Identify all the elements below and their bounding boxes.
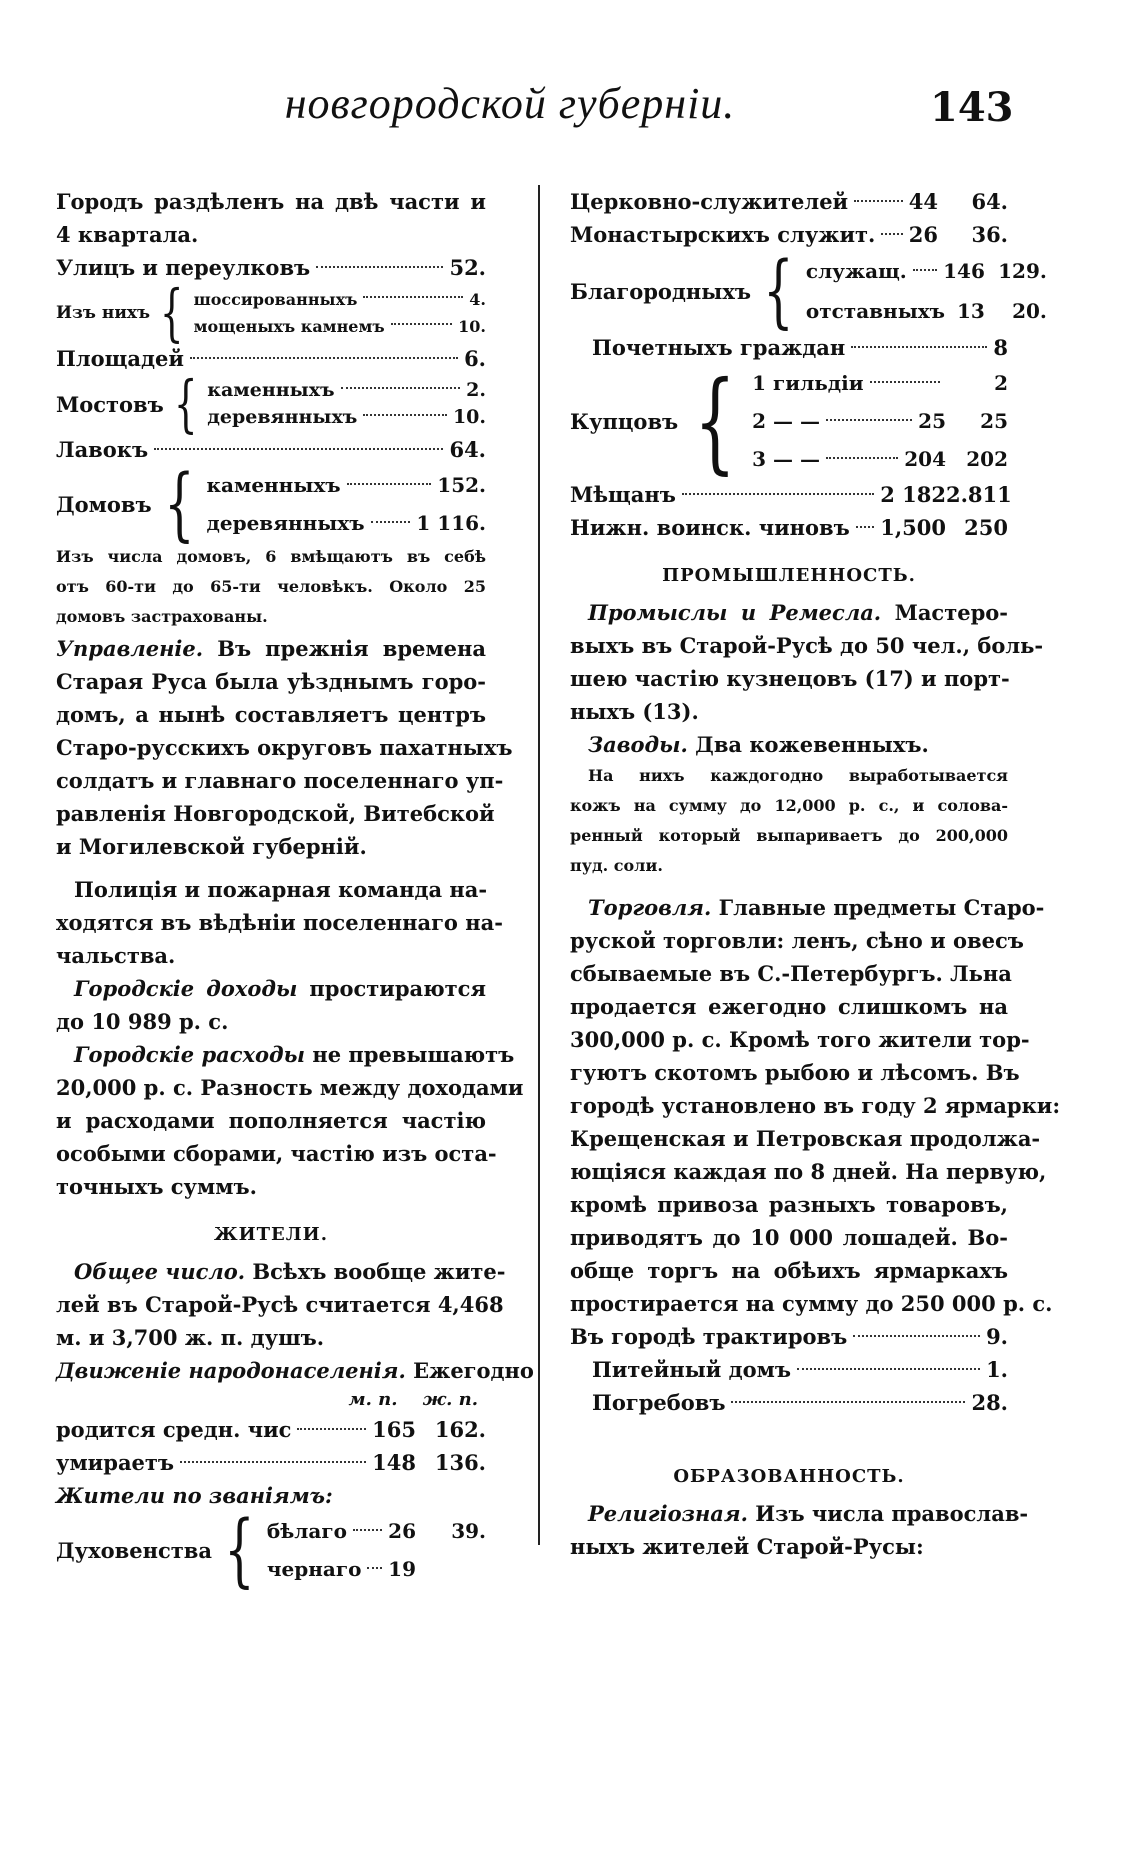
stat-label: бѣлаго bbox=[266, 1519, 347, 1543]
stat-label: Монастырскихъ служит. bbox=[570, 222, 876, 247]
note-line: отъ 60-ти до 65-ти человѣкъ. Около 25 bbox=[56, 577, 486, 596]
text-line: 4 квартала. bbox=[56, 222, 199, 247]
paragraph-religion bbox=[570, 1497, 1029, 1530]
stat-row-died bbox=[56, 1446, 486, 1479]
stat-value-female: 20. bbox=[1012, 299, 1047, 323]
group-label: Изъ нихъ bbox=[56, 303, 151, 323]
stat-row-church bbox=[570, 185, 1008, 218]
group-label: Благородныхъ bbox=[570, 278, 751, 304]
stat-row bbox=[207, 466, 486, 504]
text-line: равленія Новгородской, Витебской bbox=[56, 801, 495, 826]
paragraph-total bbox=[56, 1255, 506, 1288]
stat-value-male: 146 bbox=[943, 259, 985, 283]
text-line: ющіяся каждая по 8 дней. На первую, bbox=[570, 1159, 1047, 1184]
stat-label: 2 — — bbox=[752, 409, 820, 433]
stat-label: каменныхъ bbox=[206, 473, 341, 497]
stat-group-bridges: Мостовъ { каменныхъ 2. деревянныхъ 10. bbox=[56, 367, 486, 440]
stat-value: 152. bbox=[437, 473, 486, 497]
text-line: Крещенская и Петровская продолжа- bbox=[570, 1126, 1041, 1151]
stat-value: 8 bbox=[993, 335, 1008, 360]
stat-group-nobles: Благородныхъ { служащ. 146 129. отставныхъ 13 20. bbox=[570, 244, 1047, 337]
stat-value-female: 136. bbox=[434, 1450, 486, 1475]
stat-value-male: 165 bbox=[372, 1417, 416, 1442]
stat-value: 2. bbox=[466, 379, 486, 401]
stat-value-female: 64. bbox=[971, 189, 1008, 214]
page-title: новгородской губерніи. bbox=[284, 79, 736, 128]
stat-value-male: 26 bbox=[388, 1519, 416, 1543]
stat-row bbox=[752, 364, 1008, 402]
stat-group-clergy: Духовенства { бѣлаго 26 39. чернаго 19 bbox=[56, 1503, 486, 1596]
col-head-male: м. п. bbox=[348, 1389, 398, 1410]
stat-label: Церковно-служителей bbox=[570, 189, 849, 214]
stat-row-shops bbox=[56, 433, 486, 466]
text-line: ныхъ жителей Старой-Русы: bbox=[570, 1534, 924, 1559]
paragraph-factories bbox=[570, 728, 1008, 761]
stat-value: 52. bbox=[449, 255, 486, 280]
stat-label: чернаго bbox=[266, 1557, 362, 1581]
stat-row bbox=[207, 504, 486, 542]
note-line: ренный который выпариваетъ до 200,000 bbox=[570, 826, 1008, 845]
text-line: продается ежегодно слишкомъ на bbox=[570, 994, 1008, 1019]
stat-value-female: 250 bbox=[964, 515, 1008, 540]
text-line: Старо-русскихъ округовъ пахатныхъ bbox=[56, 735, 513, 760]
ranks-heading: Жители по званіямъ: bbox=[56, 1483, 333, 1508]
stat-label: служащ. bbox=[805, 259, 907, 283]
stat-label: родится средн. чис bbox=[56, 1417, 292, 1442]
paragraph-crafts bbox=[570, 596, 1008, 629]
stat-row-born bbox=[56, 1413, 486, 1446]
text-line: простирается на сумму до 250 000 р. с. bbox=[570, 1291, 1053, 1316]
term: Промыслы и Ремесла. bbox=[588, 600, 882, 625]
stat-value-female: 36. bbox=[971, 222, 1008, 247]
stat-label: умираетъ bbox=[56, 1450, 175, 1475]
text-line: гуютъ скотомъ рыбою и лѣсомъ. Въ bbox=[570, 1060, 1020, 1085]
section-heading-education: ОБРАЗОВАННОСТЬ. bbox=[673, 1466, 905, 1487]
text-line: до 10 989 р. с. bbox=[56, 1009, 229, 1034]
stat-label: Площадей bbox=[56, 346, 184, 371]
text-line: точныхъ суммъ. bbox=[56, 1174, 257, 1199]
group-label: Купцовъ bbox=[570, 408, 679, 434]
term: Торговля. bbox=[588, 895, 712, 920]
stat-label: Улицъ и переулковъ bbox=[56, 255, 311, 280]
stat-value-male: 44 bbox=[908, 189, 938, 214]
term: Движеніе народонаселенія. bbox=[56, 1358, 406, 1383]
stat-label: Питейный домъ bbox=[592, 1357, 792, 1382]
stat-label: Почетныхъ граждан bbox=[592, 335, 846, 360]
note-line: домовъ застрахованы. bbox=[56, 607, 268, 626]
stat-label: Лавокъ bbox=[56, 437, 149, 462]
stat-value: 64. bbox=[449, 437, 486, 462]
text-line: ныхъ (13). bbox=[570, 699, 699, 724]
note-line: Изъ числа домовъ, 6 вмѣщаютъ въ себѣ bbox=[56, 547, 486, 566]
text: Изъ числа православ- bbox=[747, 1501, 1029, 1526]
stat-value-female: 129. bbox=[998, 259, 1047, 283]
col-head-female: ж. п. bbox=[422, 1389, 478, 1410]
stat-row-squares bbox=[56, 342, 486, 375]
stat-value-male: 204 bbox=[904, 447, 946, 471]
term: Общее число. bbox=[74, 1259, 246, 1284]
stat-label: шоссированныхъ bbox=[193, 290, 358, 309]
term: Городскіе доходы bbox=[74, 976, 298, 1001]
text-line: м. и 3,700 ж. п. душъ. bbox=[56, 1325, 325, 1350]
stat-row-drinkhouse bbox=[570, 1353, 1008, 1386]
stat-label: 1 гильдіи bbox=[752, 371, 864, 395]
note-line: кожъ на сумму до 12,000 р. с., и солова- bbox=[570, 796, 1008, 815]
stat-label: отставныхъ bbox=[805, 299, 946, 323]
stat-value: 1. bbox=[986, 1357, 1008, 1382]
stat-row bbox=[267, 1512, 486, 1550]
paragraph-trade bbox=[570, 891, 1045, 924]
text: Ежегодно bbox=[405, 1358, 534, 1383]
stat-group-streets-of: Изъ нихъ { шоссированныхъ 4. мощеныхъ камнемъ 10. bbox=[56, 276, 486, 349]
stat-row bbox=[194, 286, 486, 313]
text-line: 300,000 р. с. Кромѣ того жители тор- bbox=[570, 1027, 1030, 1052]
term: Управленіе. bbox=[56, 636, 204, 661]
text-line: Полиція и пожарная команда на- bbox=[74, 877, 488, 902]
stat-label: Нижн. воинск. чиновъ bbox=[570, 515, 850, 540]
text-line: лей въ Старой-Русѣ считается 4,468 bbox=[56, 1292, 504, 1317]
stat-row-taverns bbox=[570, 1320, 1008, 1353]
stat-value-female: 2.811 bbox=[946, 482, 1012, 507]
text-line: солдатъ и главнаго поселеннаго уп- bbox=[56, 768, 504, 793]
text: Въ прежнія времена bbox=[203, 636, 486, 661]
stat-value: 28. bbox=[971, 1390, 1008, 1415]
text-line: Городъ раздѣленъ на двѣ части и bbox=[56, 189, 486, 214]
stat-row bbox=[806, 251, 1047, 291]
text-line: руской торговли: ленъ, сѣно и овесъ bbox=[570, 928, 1024, 953]
stat-label: Мѣщанъ bbox=[570, 482, 676, 507]
text: Главные предметы Старо- bbox=[711, 895, 1045, 920]
text-line: ходятся въ вѣдѣніи поселеннаго на- bbox=[56, 910, 503, 935]
text: Всѣхъ вообще жите- bbox=[245, 1259, 506, 1284]
text: Два кожевенныхъ. bbox=[687, 732, 929, 757]
stat-value-male: 26 bbox=[908, 222, 938, 247]
text: не превышаютъ bbox=[305, 1042, 515, 1067]
stat-value-male: 25 bbox=[918, 409, 946, 433]
text-line: домъ, а нынѣ составляетъ центръ bbox=[56, 702, 486, 727]
stat-label: Погребовъ bbox=[592, 1390, 726, 1415]
section-heading-residents: ЖИТЕЛИ. bbox=[214, 1224, 328, 1245]
stat-label: деревянныхъ bbox=[207, 406, 358, 428]
right-column bbox=[570, 185, 1061, 1563]
stat-value-male: 1,500 bbox=[880, 515, 946, 540]
stat-value-male: 148 bbox=[372, 1450, 416, 1475]
text-line: Старая Руса была уѣзднымъ горо- bbox=[56, 669, 486, 694]
stat-value: 10. bbox=[452, 406, 486, 428]
stat-value-female: 25 bbox=[980, 409, 1008, 433]
text-line: и расходами пополняется частію bbox=[56, 1108, 486, 1133]
section-heading-industry: ПРОМЫШЛЕННОСТЬ. bbox=[662, 565, 916, 586]
paragraph-income bbox=[56, 972, 486, 1005]
stat-group-houses: Домовъ { каменныхъ 152. деревянныхъ 1 116. bbox=[56, 457, 486, 550]
group-label: Домовъ bbox=[56, 491, 152, 517]
left-column bbox=[56, 185, 534, 1596]
text: простираются bbox=[297, 976, 486, 1001]
column-headers bbox=[56, 1387, 486, 1413]
text-line: городѣ установлено въ году 2 ярмарки: bbox=[570, 1093, 1061, 1118]
term: Городскіе расходы bbox=[74, 1042, 306, 1067]
group-label: Духовенства bbox=[56, 1537, 212, 1563]
text-line: выхъ въ Старой-Русѣ до 50 чел., боль- bbox=[570, 633, 1044, 658]
stat-value-male: 13 bbox=[957, 299, 985, 323]
page-number: 143 bbox=[930, 84, 1014, 131]
stat-row-streets bbox=[56, 251, 486, 284]
stat-label: каменныхъ bbox=[207, 379, 335, 401]
stat-value-female: 2 bbox=[994, 371, 1008, 395]
stat-value-female: 162. bbox=[434, 1417, 486, 1442]
stat-label: деревянныхъ bbox=[206, 511, 365, 535]
stat-value-male: 2 182 bbox=[880, 482, 946, 507]
note-line: пуд. соли. bbox=[570, 856, 663, 875]
group-label: Мостовъ bbox=[56, 391, 164, 417]
stat-value: 10. bbox=[458, 317, 486, 336]
paragraph-movement bbox=[56, 1354, 534, 1387]
stat-row bbox=[752, 402, 1008, 440]
term: Заводы. bbox=[588, 732, 688, 757]
stat-value-female: 202 bbox=[966, 447, 1008, 471]
stat-row bbox=[752, 440, 1008, 478]
stat-row bbox=[207, 377, 486, 404]
stat-value-male: 19 bbox=[388, 1557, 416, 1581]
stat-row bbox=[267, 1550, 486, 1588]
paragraph-admin-first bbox=[56, 632, 486, 665]
text-line: шею частію кузнецовъ (17) и порт- bbox=[570, 666, 1010, 691]
text: Мастеро- bbox=[881, 600, 1008, 625]
stat-value: 6. bbox=[464, 346, 486, 371]
text-line: особыми сборами, частію изъ оста- bbox=[56, 1141, 497, 1166]
stat-row bbox=[806, 291, 1047, 331]
paragraph-expense bbox=[56, 1038, 515, 1071]
stat-group-merchants: Купцовъ { 1 гильдіи 2 2 — — 25 25 3 — — 204 202 bbox=[570, 357, 1008, 485]
text-line: кромѣ привоза разныхъ товаровъ, bbox=[570, 1192, 1008, 1217]
text-line: приводятъ до 10 000 лошадей. Во- bbox=[570, 1225, 1008, 1250]
note-line: На нихъ каждогодно выработывается bbox=[588, 766, 1008, 785]
term: Религіозная. bbox=[588, 1501, 748, 1526]
stat-row-townsfolk bbox=[570, 478, 1012, 511]
stat-value: 1 116. bbox=[416, 511, 486, 535]
text-line: и Могилевской губерній. bbox=[56, 834, 367, 859]
stat-label: 3 — — bbox=[752, 447, 820, 471]
stat-value: 9. bbox=[986, 1324, 1008, 1349]
stat-label: Въ городѣ трактировъ bbox=[570, 1324, 848, 1349]
text-line: 20,000 р. с. Разность между доходами bbox=[56, 1075, 524, 1100]
text-line: чальства. bbox=[56, 943, 176, 968]
stat-row-honorary bbox=[570, 331, 1008, 364]
stat-row-cellars bbox=[570, 1386, 1008, 1419]
stat-value: 4. bbox=[469, 290, 486, 309]
column-divider bbox=[538, 185, 540, 1545]
text-line: обще торгъ на обѣихъ ярмаркахъ bbox=[570, 1258, 1008, 1283]
text-line: сбываемые въ С.-Петербургъ. Льна bbox=[570, 961, 1012, 986]
stat-row bbox=[207, 404, 486, 431]
stat-value-female: 39. bbox=[451, 1519, 486, 1543]
stat-row bbox=[194, 313, 486, 340]
stat-row-soldiers bbox=[570, 511, 1008, 544]
stat-label: мощеныхъ камнемъ bbox=[193, 317, 385, 336]
